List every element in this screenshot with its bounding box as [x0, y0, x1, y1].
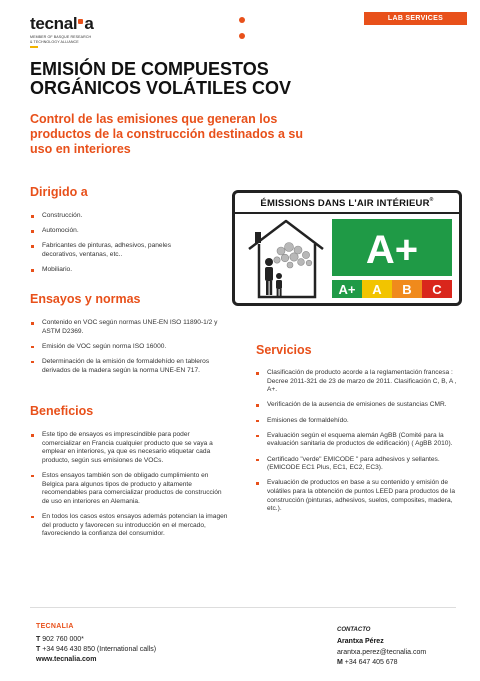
page-title-line-2: ORGÁNICOS VOLÁTILES COV	[30, 77, 292, 98]
intl-phone-prefix: T	[36, 646, 41, 653]
section-beneficios-heading: Beneficios	[30, 404, 94, 418]
footer-website-link[interactable]: www.tecnalia.com	[36, 656, 97, 663]
footer-phone	[36, 636, 84, 643]
mobile-prefix: M	[337, 659, 343, 666]
logo-text-left: tecnal	[30, 14, 78, 33]
family-figures-icon	[265, 258, 282, 296]
scale-a-text: A	[372, 282, 382, 297]
section-servicios-heading: Servicios	[256, 343, 312, 357]
list-item: Este tipo de ensayos es imprescindible para poder comercializar en Francia cualquier producto que se vaya a emplear en interiores, ya que es necesario etiquetar cada producto, según sus emisiones de VOCs.	[30, 431, 228, 465]
voc-particles-icon	[274, 243, 312, 269]
dirigido-list	[30, 212, 205, 281]
page-subtitle: Control de las emisiones que generan los productos de la construcción destinados a su uso en interiores	[30, 112, 303, 156]
list-item: Determinación de la emisión de formaldehído en tableros derivados de la madera según la norma UNE-EN 717.	[30, 358, 222, 375]
footer-company: TECNALIA	[36, 623, 74, 630]
registered-mark: ®	[429, 197, 434, 203]
footer-divider	[30, 607, 456, 608]
list-item: Evaluación según el esquema alemán AgBB (Comité para la evaluación sanitaria de productos de edificación) ( AgBB 2010).	[255, 432, 460, 449]
servicios-list	[255, 369, 460, 520]
list-item: Fabricantes de pinturas, adhesivos, paneles decorativos, ventanas, etc..	[30, 242, 205, 259]
phone-number: 902 760 000*	[42, 636, 84, 643]
logo-text-right: a	[84, 14, 94, 33]
list-item: Estos ensayos también son de obligado cumplimiento en Belgica para algunos tipos de producto y altamente recomendables para comercializar productos de construcción de uso en interiores en Alemania.	[30, 472, 228, 506]
logo-colon-dot	[78, 19, 83, 24]
header-dots	[239, 17, 245, 39]
ensayos-list	[30, 319, 222, 382]
list-item: Mobiliario.	[30, 266, 205, 275]
grade-big-text: A+	[365, 228, 419, 272]
section-ensayos-heading: Ensayos y normas	[30, 292, 141, 306]
list-item: Automoción.	[30, 227, 205, 236]
scale-a-plus-text: A+	[338, 282, 356, 297]
intl-phone-number: +34 946 430 850 (International calls)	[42, 646, 157, 653]
list-item: Verificación de la ausencia de emisiones de sustancias CMR.	[255, 401, 460, 410]
section-dirigido-heading: Dirigido a	[30, 185, 88, 199]
header-dot	[239, 33, 245, 39]
emissions-label-heading-text: ÉMISSIONS DANS L'AIR INTÉRIEUR	[260, 197, 430, 209]
emissions-label	[232, 190, 462, 306]
scale-b-text: B	[402, 282, 412, 297]
list-item: Emisiones de formaldehído.	[255, 417, 460, 426]
contact-mobile	[337, 659, 398, 666]
scale-c-text: C	[432, 282, 442, 297]
logo-subtitle-1: MEMBER OF BASQUE RESEARCH	[30, 35, 92, 39]
contact-heading: CONTACTO	[337, 627, 371, 633]
footer-intl-phone	[36, 646, 156, 653]
emissions-label-graphic	[235, 193, 459, 303]
logo-accent-bar	[30, 46, 38, 48]
page-title-line-1: EMISIÓN DE COMPUESTOS	[30, 59, 269, 79]
list-item: Evaluación de productos en base a su contenido y emisión de volátiles para la obtención de puntos LEED para productos de la construcción (pinturas, adhesivos, suelos, composites, madera, etc.).	[255, 479, 460, 513]
list-item: Clasificación de producto acorde a la reglamentación francesa : Decree 2011-321 de 23 de marzo de 2011. Clasificación C, B, A , A+.	[255, 369, 460, 395]
beneficios-list	[30, 431, 228, 545]
list-item: En todos los casos estos ensayos además potencian la imagen del producto y favorecen su introducción en el mercado, favoreciendo la confianza del consumidor.	[30, 513, 228, 539]
lab-services-badge: LAB SERVICES	[364, 12, 467, 25]
tecnalia-logo	[30, 14, 94, 48]
logo-wordmark	[30, 14, 94, 34]
phone-prefix: T	[36, 636, 41, 643]
list-item: Construcción.	[30, 212, 205, 221]
list-item: Certificado "verde" EMICODE " para adhesivos y sellantes. (EMICODE EC1 Plus, EC1, EC2, EC3).	[255, 456, 460, 473]
page-title	[30, 60, 350, 97]
contact-name: Arantxa Pérez	[337, 638, 384, 645]
list-item: Contenido en VOC según normas UNE-EN ISO 11890-1/2 y ASTM D2369.	[30, 319, 222, 336]
mobile-number: +34 647 405 678	[344, 659, 398, 666]
contact-email-link[interactable]: arantxa.perez@tecnalia.com	[337, 649, 427, 656]
list-item: Emisión de VOC según norma ISO 16000.	[30, 343, 222, 352]
logo-subtitle-2: & TECHNOLOGY ALLIANCE	[30, 40, 79, 44]
header-dot	[239, 17, 245, 23]
